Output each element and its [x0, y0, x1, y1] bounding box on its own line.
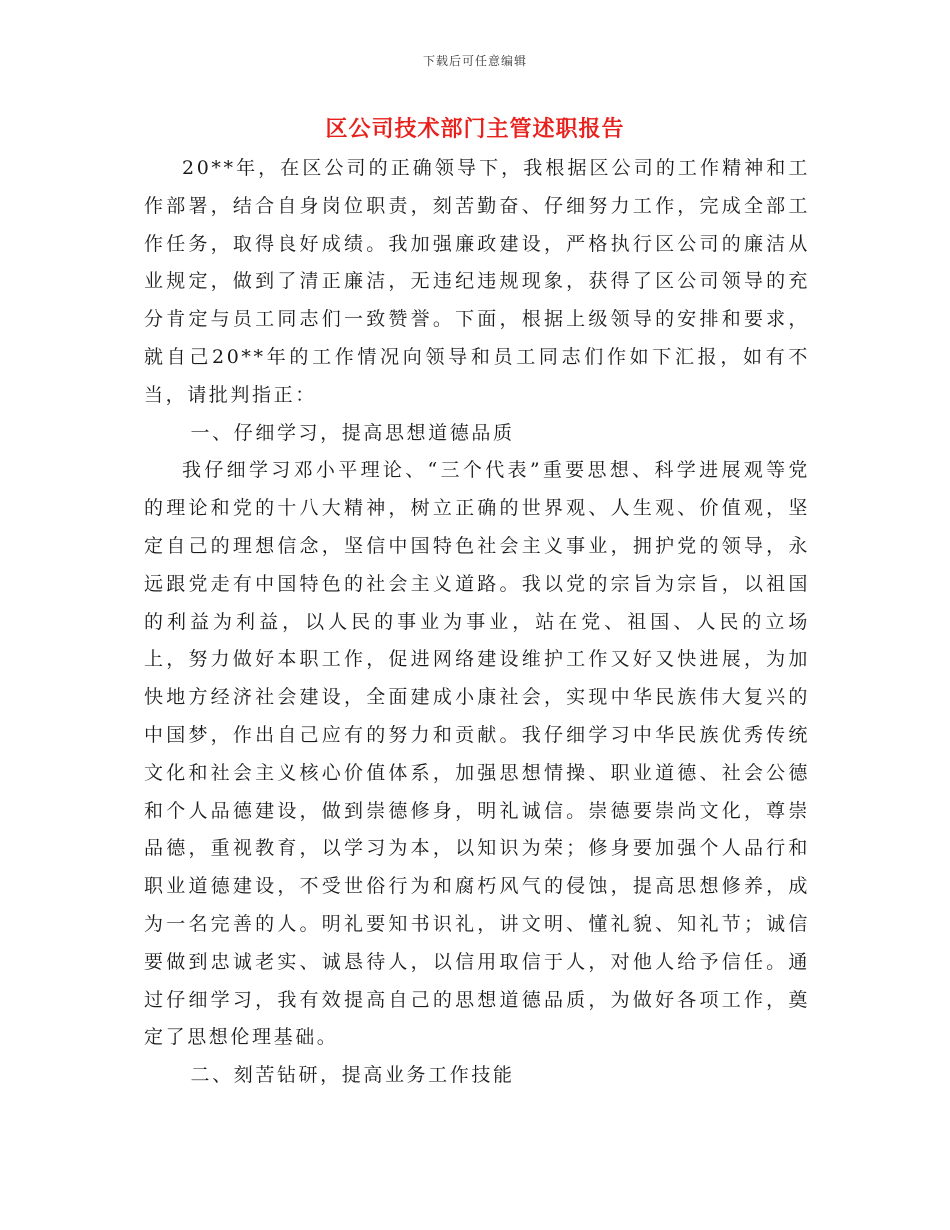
intro-paragraph: 20**年，在区公司的正确领导下，我根据区公司的工作精神和工作部署，结合自身岗位职责，刻苦勤奋、仔细努力工作，完成全部工作任务，取得良好成绩。我加强廉政建设，严格执行区公司的廉洁从业规定，做到了清正廉洁，无违纪违规现象，获得了区公司领导的充分肯定与员工同志们一致赞誉。下面，根据上级领导的安排和要求，就自己20**年的工作情况向领导和员工同志们作如下汇报，如有不当，请批判指正：	[144, 157, 810, 406]
section-2-heading: 二、刻苦钻研，提高业务工作技能	[190, 1064, 515, 1087]
header-note: 下载后可任意编辑	[422, 54, 527, 68]
document-body	[144, 150, 810, 1095]
document-title: 区公司技术部门主管述职报告	[325, 116, 625, 142]
section-1-paragraph: 我仔细学习邓小平理论、“三个代表”重要思想、科学进展观等党的理论和党的十八大精神，树立正确的世界观、人生观、价值观，坚定自己的理想信念，坚信中国特色社会主义事业，拥护党的领导，永远跟党走有中国特色的社会主义道路。我以党的宗旨为宗旨，以祖国的利益为利益，以人民的事业为事业，站在党、祖国、人民的立场上，努力做好本职工作，促进网络建设维护工作又好又快进展，为加快地方经济社会建设，全面建成小康社会，实现中华民族伟大复兴的中国梦，作出自己应有的努力和贡献。我仔细学习中华民族优秀传统文化和社会主义核心价值体系，加强思想情操、职业道德、社会公德和个人品德建设，做到崇德修身，明礼诚信。崇德要崇尚文化，尊崇品德，重视教育，以学习为本，以知识为荣；修身要加强个人品行和职业道德建设，不受世俗行为和腐朽风气的侵蚀，提高思想修养，成为一名完善的人。明礼要知书识礼，讲文明、懂礼貌、知礼节；诚信要做到忠诚老实、诚恳待人，以信用取信于人，对他人给予信任。通过仔细学习，我有效提高自己的思想道德品质，为做好各项工作，奠定了思想伦理基础。	[144, 459, 810, 1049]
section-1-heading: 一、仔细学习，提高思想道德品质	[190, 421, 515, 444]
